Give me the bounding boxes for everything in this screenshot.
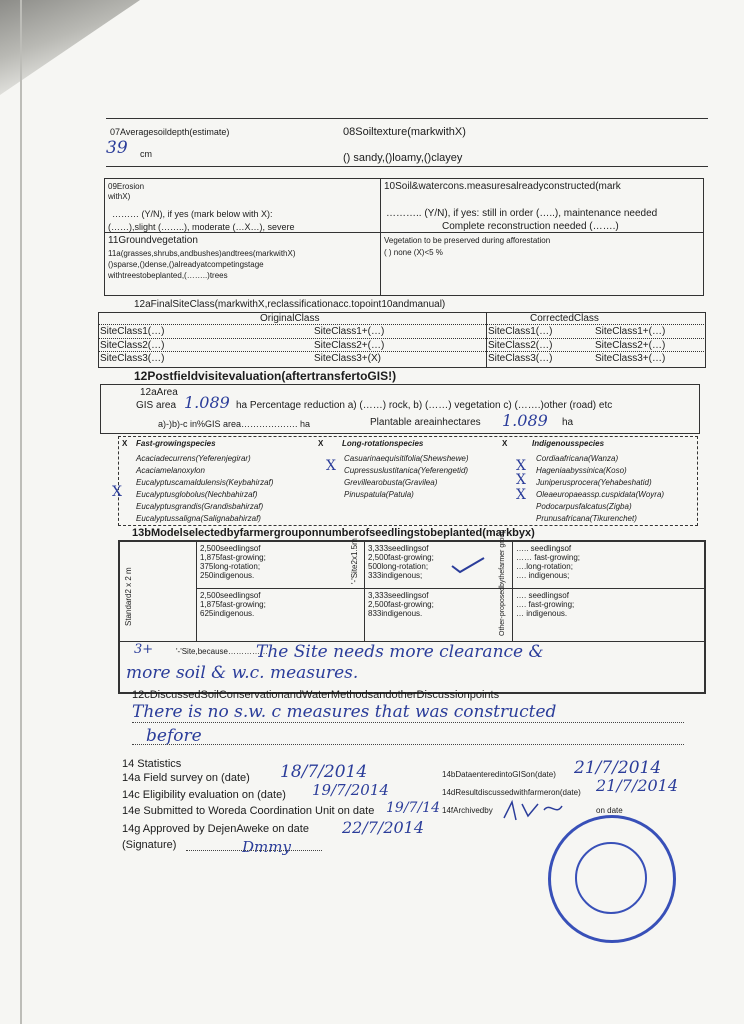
eligibility-label: 14c Eligibility evaluation on (date) <box>122 789 286 801</box>
divider <box>98 324 706 325</box>
long-rotation-header: Long-rotationspecies <box>342 439 424 448</box>
site-class-cell: SiteClass2(…) <box>488 340 553 351</box>
results-discussed-label: 14dResultdiscussedwithfarmeron(date) <box>442 788 581 797</box>
plantable-area-label: Plantable areainhectares <box>370 417 481 428</box>
site-because-prefix: 3+ <box>134 642 154 657</box>
species-item: Pinuspatula(Patula) <box>344 490 414 499</box>
signature-label: (Signature) <box>122 839 177 851</box>
reason-line-1: The Site needs more clearance & <box>256 642 544 662</box>
site-class-cell: SiteClass1+(…) <box>314 326 385 337</box>
standard-label: Standard2 x 2 m <box>124 567 133 626</box>
other-label: Other-proposedbythefarmer group <box>499 529 506 636</box>
species-item: Grevillearobusta(Gravilea) <box>344 478 438 487</box>
species-item: Eucalyptussaligna(Salignabahirzaf) <box>136 514 261 523</box>
gis-area-rest: ha Percentage reduction a) (……) rock, b) (……) vegetation c) (…….)other (road) etc <box>236 400 613 411</box>
dotted-line <box>132 744 684 745</box>
gis-entered-date: 21/7/2014 <box>574 758 662 778</box>
species-x-header: X <box>122 439 128 448</box>
approved-date: 22/7/2014 <box>342 818 425 837</box>
rule <box>106 166 708 167</box>
divider <box>486 312 487 367</box>
corrected-class-header: CorrectedClass <box>530 313 599 324</box>
dotted-line <box>132 722 684 723</box>
site-class-cell: SiteClass3+(X) <box>314 353 381 364</box>
site-class-cell: SiteClass3(…) <box>100 353 165 364</box>
species-x-header: X <box>502 439 508 448</box>
site-class-cell: SiteClass1(…) <box>488 326 553 337</box>
model-cell-line: ….long-rotation; <box>516 562 573 571</box>
site-class-cell: SiteClass3+(…) <box>595 353 666 364</box>
discussion-text-2: before <box>146 726 202 746</box>
site-class-cell: SiteClass2(…) <box>100 340 165 351</box>
species-item: Cordiaafricana(Wanza) <box>536 454 619 463</box>
divider <box>196 588 704 589</box>
ground-veg-title: 11Groundvegetation <box>108 235 198 246</box>
x-mark: X <box>516 458 526 474</box>
species-item: Eucalyptusglobolus(Nechbahirzaf) <box>136 490 258 499</box>
species-item: Oleaeuropaeassp.cuspidata(Woyra) <box>536 490 665 499</box>
avg-soil-depth-unit: cm <box>140 149 152 159</box>
ground-veg-line-1: 11a(grasses,shrubs,andbushes)andtrees(markwithX) <box>108 249 296 258</box>
model-cell-line: 2,500fast-growing; <box>368 553 434 562</box>
original-class-header: OriginalClass <box>260 313 320 324</box>
model-cell-line: 3,333seedlingsof <box>368 544 429 553</box>
signature: Dmmy <box>242 838 291 856</box>
gis-entered-label: 14bDataenteredintoGISon(date) <box>442 770 556 779</box>
species-item: Juniperusprocera(Yehabeshatid) <box>536 478 652 487</box>
eligibility-date: 19/7/2014 <box>312 781 389 799</box>
dotted-line <box>186 850 322 851</box>
model-cell-line: …… fast-growing; <box>516 553 581 562</box>
x-mark: X <box>112 484 122 500</box>
model-cell-line: 2,500seedlingsof <box>200 544 261 553</box>
erosion-line-2: (……),slight (……..), moderate (…X…), severe <box>108 222 295 232</box>
species-x-header: X <box>318 439 324 448</box>
gis-area-value: 1.089 <box>184 393 230 412</box>
reason-line-2: more soil & w.c. measures. <box>126 663 359 683</box>
species-item: Hageniaabyssinica(Koso) <box>536 466 627 475</box>
divider <box>364 540 365 641</box>
species-item: Cupressuslustitanica(Yeferengetid) <box>344 466 469 475</box>
avg-soil-depth-value: 39 <box>106 138 128 158</box>
model-title: 13bModelselectedbyfarmergrouponnumberofseedlingstobeplanted(markbyx) <box>132 527 535 539</box>
model-cell-line: …. indigenous; <box>516 571 570 580</box>
divider <box>196 540 197 641</box>
ground-veg-line-2: ()sparse,()dense,()alreadyatcompetingstage <box>108 260 264 269</box>
site-class-cell: SiteClass2+(…) <box>595 340 666 351</box>
check-mark-icon <box>450 556 486 576</box>
model-cell-line: 3,333seedlingsof <box>368 591 429 600</box>
avg-soil-depth-label: 07Averagesoildepth(estimate) <box>110 127 230 137</box>
model-cell-line: 1,875fast-growing; <box>200 553 266 562</box>
fast-growing-header: Fast-growingspecies <box>136 439 216 448</box>
discussion-text-1: There is no s.w. c measures that was constructed <box>132 702 557 722</box>
official-stamp <box>548 815 676 943</box>
model-cell-line: 375long-rotation; <box>200 562 261 571</box>
field-survey-date: 18/7/2014 <box>280 762 368 782</box>
discussion-title: 12cDiscussedSoilConservationandWaterMethodsandotherDiscussionpoints <box>132 689 500 701</box>
veg-preserve-title: Vegetation to be preserved during afforestation <box>384 236 551 245</box>
x-mark: X <box>516 472 526 488</box>
woreda-date: 19/7/14 <box>386 800 440 816</box>
site-because-label: '-'Site,because…………… <box>176 647 268 656</box>
site-class-cell: SiteClass3(…) <box>488 353 553 364</box>
archived-on-label: on date <box>596 806 623 815</box>
woreda-label: 14e Submitted to Woreda Coordination Unit on date <box>122 805 375 817</box>
model-cell-line: 625indigenous. <box>200 609 255 618</box>
approved-label: 14g Approved by DejenAweke on date <box>122 823 309 835</box>
species-item: Prunusafricana(Tikurenchet) <box>536 514 637 523</box>
model-cell-line: 333indigenous; <box>368 571 423 580</box>
model-cell-line: ….. seedlingsof <box>516 544 572 553</box>
soil-water-line-2: Complete reconstruction needed (…….) <box>442 221 619 232</box>
soil-texture-options: () sandy,()loamy,()clayey <box>343 152 463 164</box>
post-eval-title: 12Postfieldvisitevaluation(aftertransfertoGIS!) <box>134 369 397 383</box>
species-item: Acaciadecurrens(Yeferenjegirar) <box>136 454 251 463</box>
indigenous-header: Indigenousspecies <box>532 439 605 448</box>
erosion-line-1: ……… (Y/N), if yes (mark below with X): <box>112 209 273 219</box>
ground-veg-line-3: withtreestobeplanted,(……..)trees <box>108 271 228 280</box>
model-cell-line: 500long-rotation; <box>368 562 429 571</box>
soil-water-line-1: ……….. (Y/N), if yes: still in order (…..), maintenance needed <box>386 208 658 219</box>
species-item: Podocarpusfalcatus(Zigba) <box>536 502 632 511</box>
plantable-area-value: 1.089 <box>502 411 548 430</box>
soil-texture-label: 08Soiltexture(markwithX) <box>343 126 466 138</box>
gis-area-label: GIS area <box>136 400 177 411</box>
site-class-cell: SiteClass1(…) <box>100 326 165 337</box>
site-label: '-'Site2x1.5m <box>350 538 359 584</box>
species-item: Casuarinaequisitifolia(Shewshewe) <box>344 454 469 463</box>
species-item: Eucalyptuscamaldulensis(Keybahirzaf) <box>136 478 274 487</box>
divider <box>380 178 381 295</box>
erosion-title: 09Erosion <box>108 182 145 191</box>
site-class-cell: SiteClass1+(…) <box>595 326 666 337</box>
model-cell-line: 2,500fast-growing; <box>368 600 434 609</box>
species-item: Acaciamelanoxylon <box>136 466 205 475</box>
species-item: Eucalyptusgrandis(Grandisbahirzaf) <box>136 502 264 511</box>
model-cell-line: …. fast-growing; <box>516 600 575 609</box>
model-cell-line: … indigenous. <box>516 609 568 618</box>
veg-preserve-options: ( ) none (X)<5 % <box>384 248 443 257</box>
page-edge <box>20 0 22 1024</box>
erosion-title-2: withX) <box>108 192 131 201</box>
plantable-area-unit: ha <box>562 417 574 428</box>
stamp-inner-ring <box>575 842 647 914</box>
divider <box>98 338 706 339</box>
x-mark: X <box>516 487 526 503</box>
divider <box>512 540 513 641</box>
rule <box>106 118 708 119</box>
archived-initials <box>498 798 568 824</box>
field-survey-label: 14a Field survey on (date) <box>122 772 250 784</box>
area-label: 12aArea <box>140 387 178 398</box>
model-cell-line: …. seedlingsof <box>516 591 569 600</box>
statistics-title: 14 Statistics <box>122 758 182 770</box>
area-sum-line: a)-)b)-c in%GIS area………………. ha <box>158 419 311 429</box>
model-cell-line: 1,875fast-growing; <box>200 600 266 609</box>
model-cell-line: 250indigenous. <box>200 571 255 580</box>
archived-label: 14fArchivedby <box>442 806 493 815</box>
model-cell-line: 2,500seedlingsof <box>200 591 261 600</box>
model-cell-line: 833indigenous. <box>368 609 423 618</box>
site-class-cell: SiteClass2+(…) <box>314 340 385 351</box>
final-site-title: 12aFinalSiteClass(markwithX,reclassificationacc.topoint10andmanual) <box>134 299 446 310</box>
results-discussed-date: 21/7/2014 <box>596 776 679 795</box>
soil-water-title: 10Soil&watercons.measuresalreadyconstructed(mark <box>384 181 621 192</box>
x-mark: X <box>326 458 336 474</box>
